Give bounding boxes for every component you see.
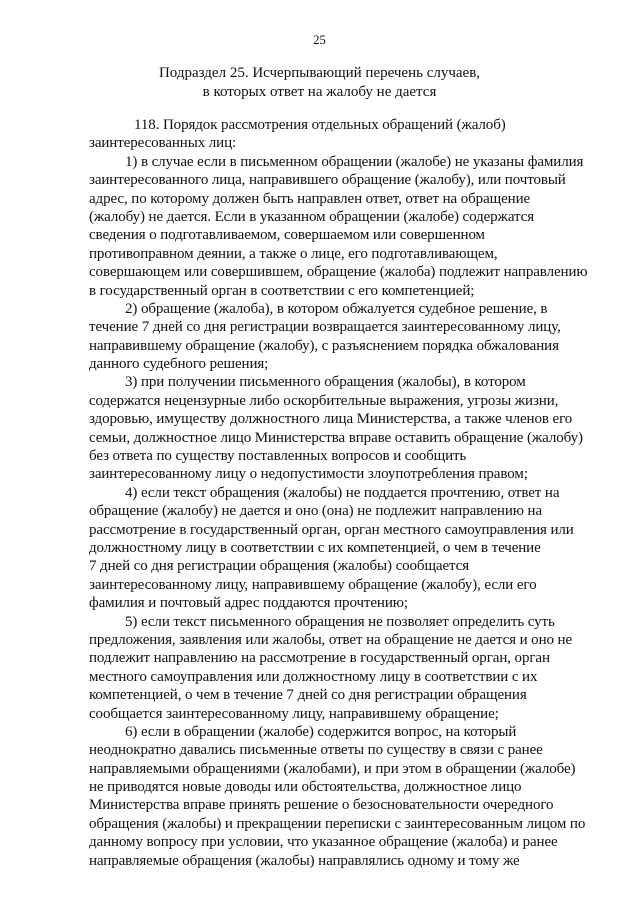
text-line: должностному лицу в соответствии с их компетенцией, о чем в течение <box>89 539 541 556</box>
text-line: сведения о подготавливаемом, совершаемом или совершенном <box>89 227 485 244</box>
text-line: направившему обращение (жалобу), с разъяснением порядка обжалования <box>89 337 559 354</box>
text-line: 7 дней со дня регистрации обращения (жалобы) сообщается <box>89 558 470 575</box>
document-body <box>89 116 598 870</box>
text-line: 4) если текст обращения (жалобы) не поддается прочтению, ответ на <box>125 484 560 501</box>
text-line: в государственный орган в соответствии с его компетенцией; <box>89 282 475 299</box>
text-line: подлежит направлению на рассмотрение в государственный орган, орган <box>89 650 550 667</box>
text-line: не приводятся новые доводы или обстоятельства, должностное лицо <box>89 779 522 796</box>
text-line: фамилия и почтовый адрес поддаются прочтению; <box>89 595 408 612</box>
text-line: направляемые обращения (жалобы) направлялись одному и тому же <box>89 852 520 869</box>
text-line: местного самоуправления или должностному лицу в соответствии с их <box>89 668 538 685</box>
text-line: 1) в случае если в письменном обращении (жалобе) не указаны фамилия <box>125 153 584 170</box>
text-line: направляемыми обращениями (жалобами), и при этом в обращении (жалобе) <box>89 760 576 777</box>
text-line: Министерства вправе принять решение о безосновательности очередного <box>89 797 554 814</box>
text-line: предложения, заявления или жалобы, ответ на обращение не дается и оно не <box>89 631 573 648</box>
section-heading <box>0 64 639 101</box>
text-line: заинтересованному лицу, направившему обращение (жалобу), если его <box>89 576 537 593</box>
text-line: семьи, должностное лицо Министерства вправе оставить обращение (жалобу) <box>89 429 583 446</box>
text-line: 2) обращение (жалоба), в котором обжалуется судебное решение, в <box>125 300 548 317</box>
text-line: 5) если текст письменного обращения не позволяет определить суть <box>125 613 555 630</box>
section-heading-line-2: в которых ответ на жалобу не дается <box>202 83 437 100</box>
text-line: содержатся нецензурные либо оскорбительные выражения, угрозы жизни, <box>89 392 559 409</box>
text-line: неоднократно давались письменные ответы по существу в связи с ранее <box>89 742 543 759</box>
text-line: сообщается заинтересованному лицу, направившему обращение; <box>89 705 499 722</box>
text-line: 3) при получении письменного обращения (жалобы), в котором <box>125 374 526 391</box>
text-line: противоправном деянии, а также о лице, его подготавливающем, <box>89 245 498 262</box>
text-line: заинтересованному лицу о недопустимости злоупотребления правом; <box>89 466 528 483</box>
text-line: адрес, по которому должен быть направлен ответ, ответ на обращение <box>89 190 531 207</box>
text-line: (жалобу) не дается. Если в указанном обращении (жалобе) содержатся <box>89 208 534 225</box>
text-line: компетенцией, о чем в течение 7 дней со дня регистрации обращения <box>89 687 527 704</box>
page-number: 25 <box>313 33 326 47</box>
text-line: данному вопросу при условии, что указанное обращение (жалоба) и ранее <box>89 834 558 851</box>
section-heading-line-1: Подраздел 25. Исчерпывающий перечень случаев, <box>158 65 481 81</box>
text-line: без ответа по существу поставленных вопросов и сообщить <box>89 448 467 465</box>
text-line: 118. Порядок рассмотрения отдельных обращений (жалоб) <box>134 117 506 133</box>
text-line: обращение (жалобу) не дается и оно (она) не подлежит направлению на <box>89 503 543 520</box>
text-line: обращения (жалобы) и прекращении переписки с заинтересованным лицом по <box>89 815 586 832</box>
text-line: рассмотрение в государственный орган, орган местного самоуправления или <box>89 521 574 538</box>
text-line: заинтересованных лиц: <box>89 135 237 152</box>
text-line: данного судебного решения; <box>89 356 269 373</box>
text-line: 6) если в обращении (жалобе) содержится вопрос, на который <box>125 723 517 740</box>
text-line: течение 7 дней со дня регистрации возвращается заинтересованному лицу, <box>89 319 561 336</box>
text-line: заинтересованного лица, направившего обращение (жалобу), или почтовый <box>89 172 566 189</box>
text-line: совершающем или совершившем, обращение (жалоба) подлежит направлению <box>89 264 588 281</box>
text-line: здоровью, имуществу должностного лица Министерства, а также членов его <box>89 411 573 428</box>
